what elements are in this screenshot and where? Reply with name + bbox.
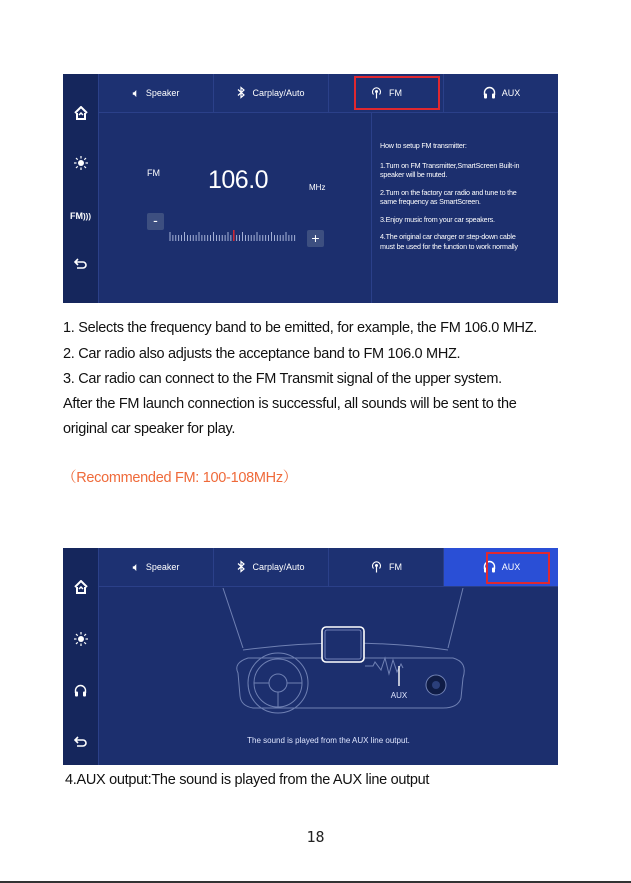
brightness-icon[interactable] <box>63 156 98 174</box>
tab-label: Speaker <box>145 562 180 572</box>
step-line: must be used for the function to work normally <box>380 241 518 251</box>
frequency-display: 106.0 <box>208 166 269 194</box>
page-number: 18 <box>306 828 325 846</box>
band-label: FM <box>147 168 160 178</box>
step-line: 4.The original car charger or step-down cable <box>380 232 516 241</box>
step-line: same frequency as SmartScreen. <box>380 197 481 206</box>
tab-bar <box>99 74 558 113</box>
tab-label: AUX <box>501 88 521 98</box>
fm-screen <box>63 74 558 303</box>
tab-fm[interactable] <box>329 548 444 586</box>
speaker-icon: 🔈︎ <box>132 560 140 574</box>
aux-jack-label: AUX <box>390 691 408 700</box>
back-icon[interactable] <box>63 256 98 274</box>
frequency-down-button[interactable]: - <box>147 213 164 230</box>
instruction-line: 3. Car radio can connect to the FM Transmit signal of the upper system. <box>63 371 502 387</box>
home-icon[interactable] <box>63 106 98 124</box>
bluetooth-icon <box>237 86 246 101</box>
instruction-step <box>380 188 555 207</box>
signal-waves-icon: ))) <box>83 212 91 221</box>
instruction-line: 1. Selects the frequency band to be emitted, for example, the FM 106.0 MHZ. <box>63 320 537 336</box>
frequency-unit: MHz <box>309 183 326 192</box>
car-dashboard-illustration <box>213 588 483 743</box>
bluetooth-icon <box>237 560 246 575</box>
fm-tab-highlight <box>354 76 440 110</box>
frequency-up-button[interactable]: + <box>307 230 324 247</box>
instruction-line: After the FM launch connection is successful, all sounds will be sent to the <box>63 396 517 412</box>
tab-label: AUX <box>501 562 521 572</box>
aux-caption: The sound is played from the AUX line output. <box>247 736 410 745</box>
headphones-icon[interactable] <box>63 684 98 701</box>
divider <box>371 112 372 303</box>
aux-tab-highlight <box>486 552 550 584</box>
speaker-icon: 🔈︎ <box>132 86 140 100</box>
radio-icon <box>370 560 383 575</box>
tab-aux[interactable] <box>444 74 558 112</box>
sidebar-fm-button[interactable] <box>63 208 98 225</box>
head-unit-icon <box>322 627 364 662</box>
step-line: speaker will be muted. <box>380 170 448 179</box>
sidebar <box>63 74 99 303</box>
tab-label: Carplay/Auto <box>252 88 305 98</box>
sidebar <box>63 548 99 765</box>
instructions-panel <box>380 141 555 251</box>
tab-label: FM <box>389 88 402 98</box>
instruction-step <box>380 215 555 225</box>
tab-carplay[interactable] <box>214 548 329 586</box>
aux-output-note: 4.AUX output:The sound is played from the AUX line output <box>65 772 430 788</box>
headphones-icon <box>483 86 496 101</box>
instructions-title: How to setup FM transmitter: <box>380 141 467 150</box>
instruction-step <box>380 161 555 180</box>
sidebar-fm-label: FM <box>70 211 83 221</box>
recommended-note: （Recommended FM: 100-108MHz） <box>62 470 297 486</box>
instruction-line: 2. Car radio also adjusts the acceptance band to FM 106.0 MHZ. <box>63 346 461 362</box>
step-line: 2.Turn on the factory car radio and tune to the <box>380 187 517 197</box>
step-line: 3.Enjoy music from your car speakers. <box>380 214 495 224</box>
tab-label: Carplay/Auto <box>252 562 305 572</box>
instruction-step <box>380 232 555 251</box>
instruction-line: original car speaker for play. <box>63 421 236 437</box>
tab-speaker[interactable] <box>99 74 214 112</box>
step-line: 1.Turn on FM Transmitter,SmartScreen Built-in <box>380 160 520 170</box>
tab-label: FM <box>389 562 402 572</box>
tab-speaker[interactable] <box>99 548 214 586</box>
tuning-scale[interactable] <box>168 230 298 242</box>
tab-carplay[interactable] <box>214 74 329 112</box>
aux-screen <box>63 548 558 765</box>
home-icon[interactable] <box>63 580 98 598</box>
tab-label: Speaker <box>145 88 180 98</box>
brightness-icon[interactable] <box>63 632 98 650</box>
